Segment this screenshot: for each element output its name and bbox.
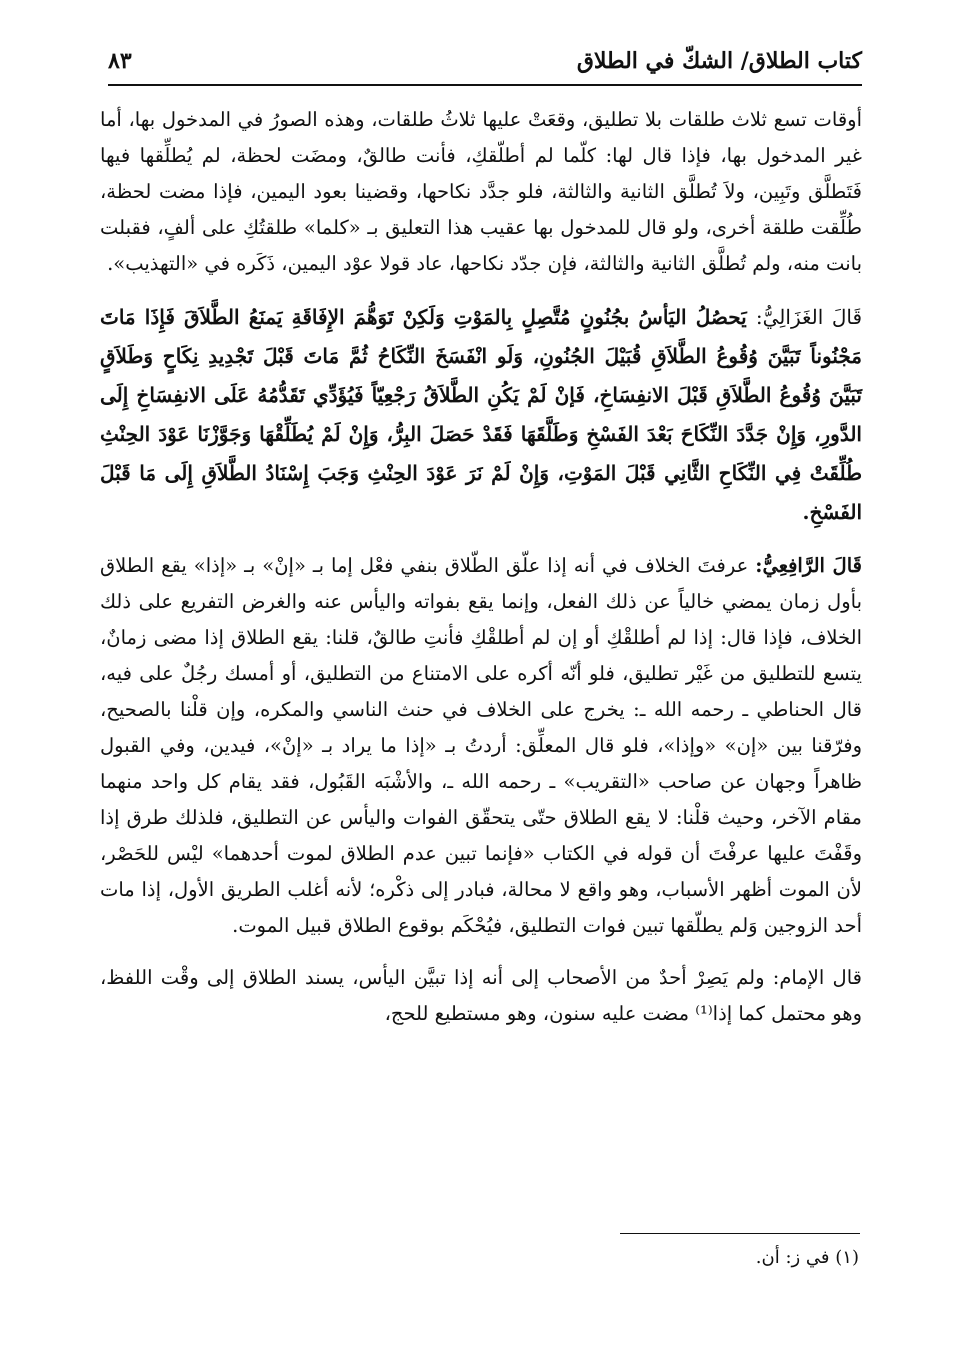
speaker-ghazali: قَالَ الغَزَالِيُّ: [755, 305, 863, 329]
paragraph-1-text: أوقات تسع ثلاث طلقات بلا تطليق، وقعَتْ عليها ثلاثُ طلقات، وهذه الصورُ في المدخول بها، أما غير المدخول بها، فإذا قال لها: كلّما لم أطلّقكِ، فأنت طالقٌ، ومضَت لحظة، لم يُطلِّقها فيها فَتَطلَّق وتَبِين، ولاَ تُطلَّق الثانية والثالثة، فلو جدَّد نكاحها، وقضينا بعود اليمين، فإذا مضت لحظة، طُلِّقت طلقة أخرى، ولو قال للمدخول بها عقيب هذا التعليق بـ «كلما» طلقتُكِ على ألفٍ، فقبلت بانت منه، ولم تُطلَّق الثانية والثالثة، فإن جدّد نكاحها، عاد قولا عوْد اليمين، ذَكَره في «التهذيب». [100, 108, 862, 275]
ghazali-quote [100, 298, 862, 532]
paragraph-4-text: قال الإمام: ولم يَصِرْ أحدٌ من الأصحاب إلى أنه إذا تبيَّن اليأس، يسند الطلاق إلى وقْت اللفظ، وهو محتمل كما إذا⁽¹⁾ مضت عليه سنون، وهو مستطيع للحج، [100, 966, 862, 1025]
paragraph-1 [100, 102, 862, 282]
rafii-commentary [100, 548, 862, 944]
speaker-rafii: قَالَ الرَّافِعِيُّ: [755, 554, 862, 577]
running-header [108, 44, 862, 86]
paragraph-4 [100, 960, 862, 1032]
footnote-divider [620, 1233, 860, 1234]
header-title: كتاب الطلاق/ الشكّ في الطلاق [576, 48, 862, 74]
footnote-text: في ز: أن. [755, 1247, 830, 1268]
rafii-commentary-text: عرفتَ الخلاف في أنه إذا علّق الطّلاق بنفي فعْل إما بـ «إنْ» بـ «إذا» يقع الطلاق بأول زمان يمضي خالياً عن ذلك الفعل، وإنما يقع بفواته واليأس عنه والغرض التفريع على ذلك الخلاف، فإذا قال: إذا لم أطلقْكِ أو إن لم أطلقْكِ فأنتِ طالقٌ، قلنا: يقع الطلاق إذا مضى زمانٌ، يتسع للتطليق من غَيْر تطليق، فلو أنّه أكره على الامتناع من التطليق، أو أمسك رجُلٌ على فيه، قال الحناطي ـ رحمه الله ـ: يخرج على الخلاف في حنث الناسي والمكره، وإن قلْنا بالصحيح، وفرّقنا بين «إن» «وإذا»، فلو قال المعلِّق: أردتُ بـ «إذا ما يراد بـ «إنْ»، فيدين، وفي القبول ظاهراً وجهان عن صاحب «التقريب» ـ رحمه الله ـ، والأشْبَه القَبُول، فقد يقام كل واحد منهما مقام الآخر، وحيث قلْنا: لا يقع الطلاق حتّى يتحقّق الفوات واليأس عن التطليق، فلذلك طرق إذا وقَفْتَ عليها عرفْتَ أن قوله في الكتاب «فإنما تبين عدم الطلاق لموت أحدهما» ليْس للحَصْر، لأن الموت أظهر الأسباب، وهو واقع لا محالة، فبادر إلى ذكْره؛ لأنه أغلب الطريق الأول، إذا مات أحد الزوجين وَلم يطلّقها تبين فوات التطليق، فيُحْكَم بوقوع الطلاق قبيل الموت. [100, 554, 862, 937]
page-number: ٨٣ [108, 48, 132, 74]
ghazali-quote-text: يَحصُلُ اليَأسُ بجُنُونٍ مُتَّصِلٍ بِالمَوْتِ وَلَكِنْ تَوَهُّمَ الإِفَاقَةِ يَمنَعُ الطَّلاَقَ فَإِذَا مَاتَ مَجْنُوناً تَبَيَّنَ وُقُوعُ الطَّلاَقِ قُبَيْلَ الجُنُونِ، وَلَو انْفَسَخَ النِّكَاحُ ثُمَّ مَاتَ قَبْلَ تَجْدِيدِ نِكَاحٍ وَطَلاَقٍ تَبَيَّنَ وُقُوعُ الطَّلاَقِ قَبْلَ الانفِسَاخِ، فَإنْ لَمْ يَكُنِ الطَّلاَقُ رَجْعِيّاً فَيُؤَدِّي تَقَدُّمُهُ عَلَى الانفِسَاخِ إِلَى الدَّورِ، وَإِنْ جَدَّدَ النِّكَاحَ بَعْدَ الفَسْخِ وَطَلَّقَهَا فَقَدْ حَصَلَ البِرُّ، وَإِنْ لَمْ يُطَلِّقْهَا وَجَوَّزْنَا عَوْدَ الحِنْثِ طُلِّقَتْ فِي النِّكَاحِ الثَّانِي قَبْلَ المَوْتِ، وَإِنْ لَمْ نَرَ عَوْدَ الحِنْثِ وَجَبَ إِسْنَادُ الطَّلاَقِ إِلَى مَا قَبْلَ الفَسْخِ. [100, 305, 863, 524]
footnote-marker: (١) [835, 1247, 859, 1268]
body-text [100, 102, 862, 1032]
footnote [756, 1247, 859, 1268]
